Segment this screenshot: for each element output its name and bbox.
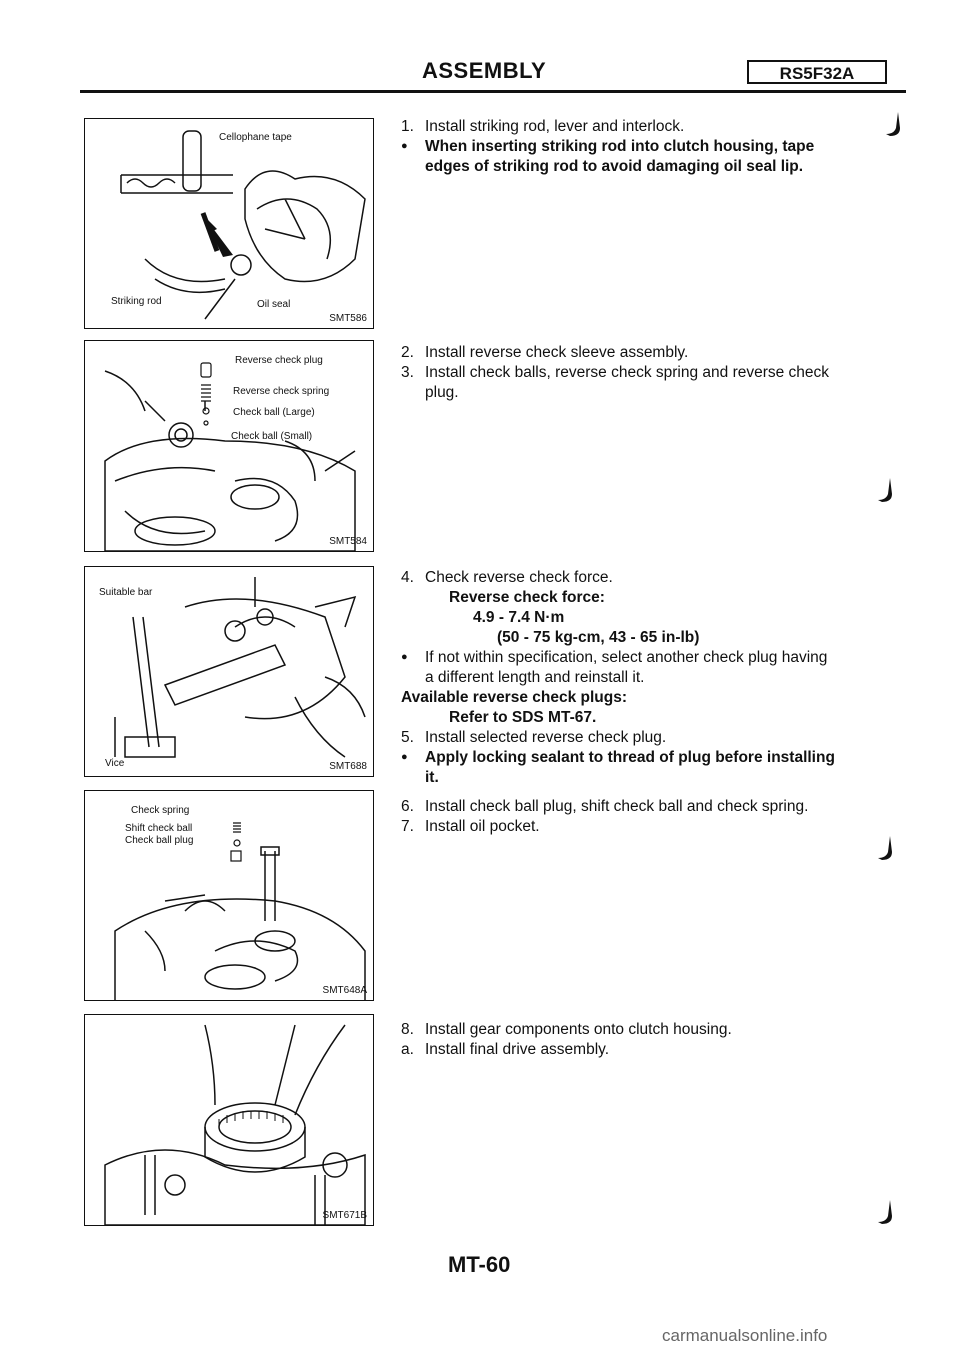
figure-id: SMT648A	[322, 985, 367, 996]
step-3	[401, 363, 829, 382]
step-5-note: ● Apply locking sealant to thread of plug before installing	[401, 748, 835, 767]
step-number: 5.	[401, 729, 414, 746]
step-5	[401, 728, 666, 747]
step-text: Install striking rod, lever and interlock.	[425, 118, 685, 135]
figure-id: SMT671B	[322, 1210, 367, 1221]
step-4-note-cont: a different length and reinstall it.	[425, 669, 645, 686]
label-reverse-check-plug: Reverse check plug	[235, 355, 323, 366]
figure-smt584	[84, 340, 374, 552]
margin-mark	[874, 476, 898, 506]
step-1	[401, 117, 684, 136]
step-4	[401, 568, 613, 587]
spec-heading: Reverse check force:	[449, 589, 605, 606]
label-vice: Vice	[105, 758, 125, 769]
margin-mark	[874, 834, 898, 864]
label-check-ball-plug: Check ball plug	[125, 835, 194, 846]
step-number: 2.	[401, 344, 414, 361]
available-plugs-heading: Available reverse check plugs:	[401, 689, 628, 706]
step-text: Install oil pocket.	[425, 818, 540, 835]
step-6	[401, 797, 808, 816]
page-header-title: ASSEMBLY	[422, 58, 547, 83]
figure-id: SMT586	[329, 313, 367, 324]
label-check-spring: Check spring	[131, 805, 190, 816]
final-drive-illustration	[85, 1015, 374, 1226]
step-number: 6.	[401, 798, 414, 815]
step-8	[401, 1020, 732, 1039]
figure-smt648a	[84, 790, 374, 1001]
step-text: Install check balls, reverse check spring and reverse check	[425, 364, 830, 381]
step-text: Check reverse check force.	[425, 569, 613, 586]
step-number: 1.	[401, 118, 414, 135]
step-4-note: ● If not within specification, select another check plug having	[401, 648, 827, 667]
step-number: 3.	[401, 364, 414, 381]
step-7	[401, 817, 540, 836]
header-rule	[80, 90, 906, 93]
label-check-ball-large: Check ball (Large)	[233, 407, 315, 418]
step-text: Install selected reverse check plug.	[425, 729, 667, 746]
label-cellophane-tape: Cellophane tape	[219, 132, 292, 143]
step-text: Install final drive assembly.	[425, 1041, 610, 1058]
step-2	[401, 343, 688, 362]
label-suitable-bar: Suitable bar	[99, 587, 153, 598]
margin-mark	[882, 110, 906, 140]
model-code-box: RS5F32A	[747, 60, 887, 84]
label-oil-seal: Oil seal	[257, 299, 291, 310]
spec-value: 4.9 - 7.4 N·m	[473, 609, 565, 626]
step-number: 4.	[401, 569, 414, 586]
step-number: 7.	[401, 818, 414, 835]
reverse-check-force-illustration	[85, 567, 374, 777]
reverse-check-illustration	[85, 341, 374, 552]
figure-id: SMT688	[329, 761, 367, 772]
step-number: a.	[401, 1041, 414, 1058]
step-5-note-cont: it.	[425, 769, 439, 786]
figure-id: SMT584	[329, 536, 367, 547]
figure-smt586	[84, 118, 374, 329]
sds-reference: Refer to SDS MT-67.	[449, 709, 597, 726]
label-shift-check-ball: Shift check ball	[125, 823, 193, 834]
label-striking-rod: Striking rod	[111, 296, 162, 307]
step-8a	[401, 1040, 609, 1059]
margin-mark	[874, 1198, 898, 1228]
spec-value-alt: (50 - 75 kg-cm, 43 - 65 in-lb)	[497, 629, 700, 646]
page-number: MT-60	[448, 1252, 511, 1277]
label-reverse-check-spring: Reverse check spring	[233, 386, 330, 397]
figure-smt688	[84, 566, 374, 777]
step-text: Install check ball plug, shift check ball and check spring.	[425, 798, 809, 815]
step-number: 8.	[401, 1021, 414, 1038]
step-1-note-cont: edges of striking rod to avoid damaging oil seal lip.	[425, 158, 804, 175]
watermark: carmanualsonline.info	[662, 1326, 828, 1345]
step-1-note: ● When inserting striking rod into clutch housing, tape	[401, 137, 814, 156]
figure-smt671b	[84, 1014, 374, 1226]
step-3-cont: plug.	[425, 384, 459, 401]
label-check-ball-small: Check ball (Small)	[231, 431, 313, 442]
step-text: Install gear components onto clutch housing.	[425, 1021, 732, 1038]
step-text: Install reverse check sleeve assembly.	[425, 344, 689, 361]
